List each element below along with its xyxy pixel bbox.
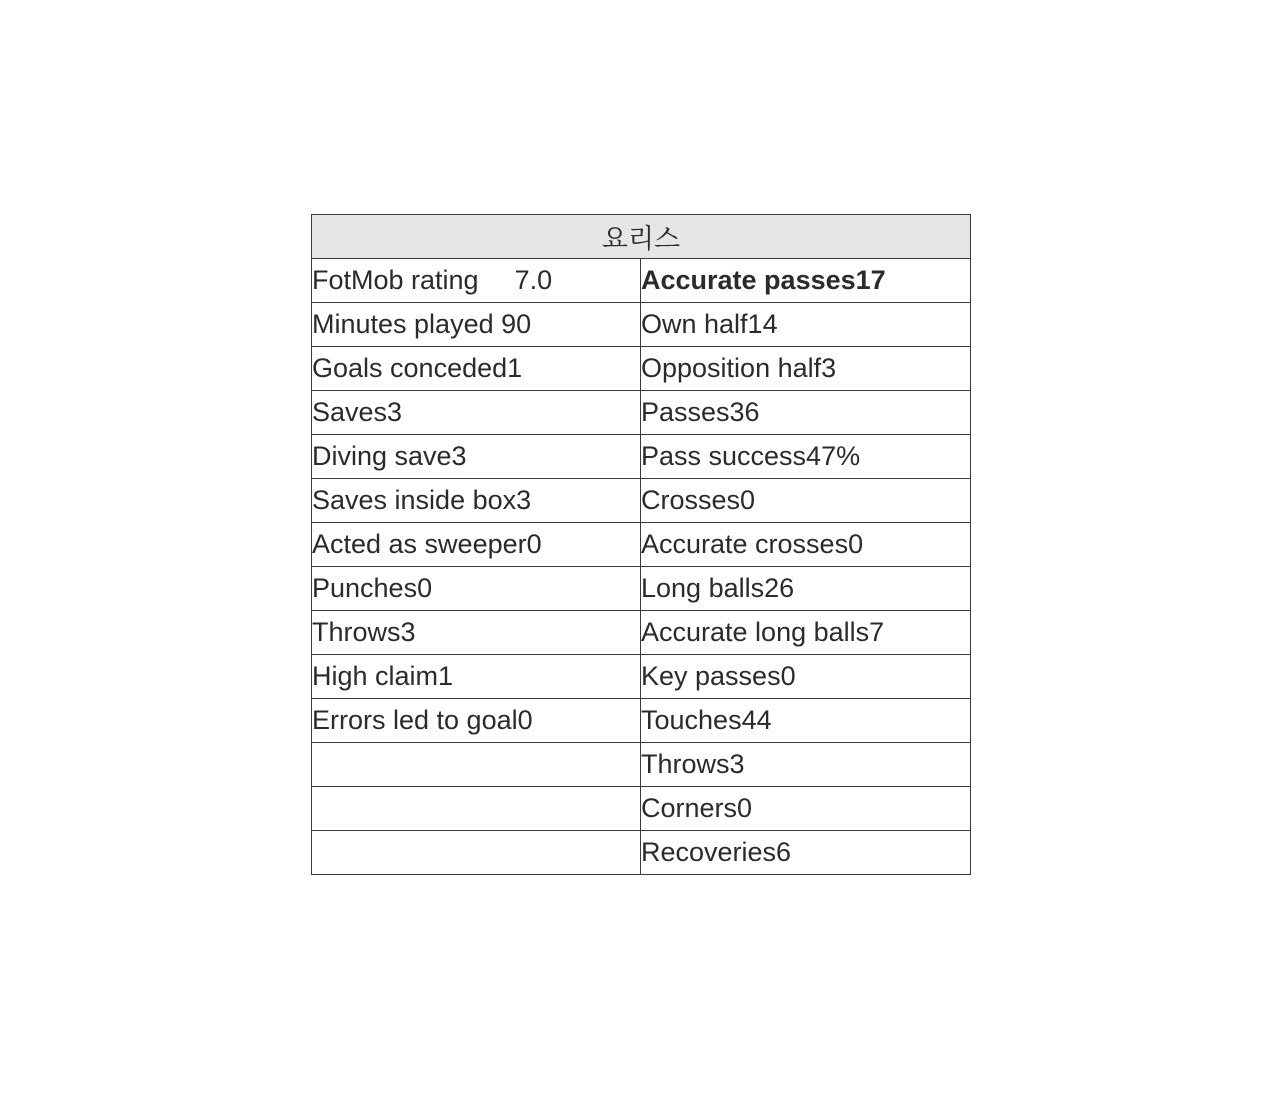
stat-cell-right: Passes36 (641, 391, 971, 435)
table-row (312, 831, 971, 875)
table-row (312, 347, 971, 391)
fotmob-rating-value: 7.0 (514, 265, 553, 295)
stat-cell-right: Own half14 (641, 303, 971, 347)
stat-cell-left: Acted as sweeper0 (312, 523, 641, 567)
stat-cell-left: Throws3 (312, 611, 641, 655)
table-row (312, 391, 971, 435)
stat-cell-left: Saves inside box3 (312, 479, 641, 523)
empty-cell-left (312, 831, 641, 875)
player-name-header: 요리스 (312, 215, 971, 259)
stat-cell-right: Pass success47% (641, 435, 971, 479)
fotmob-rating-label: FotMob rating (312, 265, 479, 295)
fotmob-rating-cell (312, 259, 641, 303)
stat-cell-left: High claim1 (312, 655, 641, 699)
table-row (312, 435, 971, 479)
table-row (312, 699, 971, 743)
table-row (312, 655, 971, 699)
table-row (312, 303, 971, 347)
accurate-passes-cell: Accurate passes17 (641, 259, 971, 303)
stat-cell-left: Minutes played 90 (312, 303, 641, 347)
stat-cell-left: Punches0 (312, 567, 641, 611)
stat-cell-right: Key passes0 (641, 655, 971, 699)
table-row (312, 259, 971, 303)
empty-cell-left (312, 787, 641, 831)
stat-cell-right: Recoveries6 (641, 831, 971, 875)
table-row (312, 523, 971, 567)
empty-cell-left (312, 743, 641, 787)
stat-cell-left: Errors led to goal0 (312, 699, 641, 743)
stat-cell-right: Long balls26 (641, 567, 971, 611)
stat-cell-right: Crosses0 (641, 479, 971, 523)
table-row (312, 479, 971, 523)
table-row (312, 611, 971, 655)
stat-cell-right: Accurate crosses0 (641, 523, 971, 567)
table-row (312, 743, 971, 787)
stat-cell-right: Throws3 (641, 743, 971, 787)
table-row (312, 567, 971, 611)
stat-cell-right: Opposition half3 (641, 347, 971, 391)
stat-cell-right: Touches44 (641, 699, 971, 743)
player-stats-table (311, 214, 971, 875)
stat-cell-right: Corners0 (641, 787, 971, 831)
table-header-row (312, 215, 971, 259)
stat-cell-left: Goals conceded1 (312, 347, 641, 391)
stat-cell-right: Accurate long balls7 (641, 611, 971, 655)
stat-cell-left: Saves3 (312, 391, 641, 435)
stat-cell-left: Diving save3 (312, 435, 641, 479)
table-row (312, 787, 971, 831)
